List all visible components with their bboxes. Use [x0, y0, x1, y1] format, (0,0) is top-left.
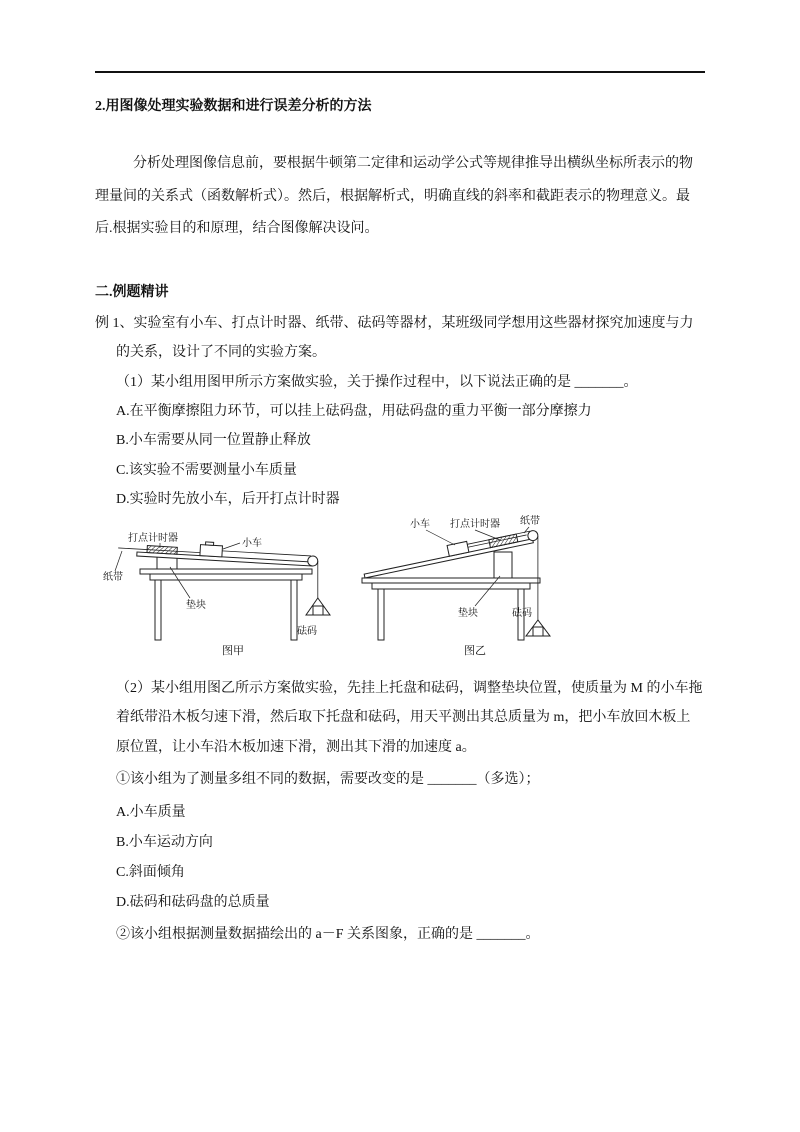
figure-jia [115, 537, 330, 640]
part2-stem-line-3: 原位置，让小车沿木板加速下滑，测出其下滑的加速度 a。 [116, 740, 476, 755]
label-tape: 纸带 [520, 516, 540, 527]
part2-stem-line-1: （2）某小组用图乙所示方案做实验，先挂上托盘和砝码，调整垫块位置，使质量为 M 的小车拖 [116, 681, 703, 696]
sub1-option-a: A.小车质量 [116, 805, 186, 820]
string [222, 551, 311, 556]
label-leader-line [426, 530, 455, 545]
example1-stem-line-1: 例 1、实验室有小车、打点计时器、纸带、砝码等器材，某班级同学想用这些器材探究加速度与力 [95, 316, 694, 331]
cart [200, 545, 223, 557]
label-cart: 小车 [242, 538, 262, 549]
part2-stem-line-2: 着纸带沿木板匀速下滑，然后取下托盘和砝码，用天平测出其总质量为 m，把小车放回木板上 [116, 710, 691, 725]
part1-option-d: D.实验时先放小车，后开打点计时器 [116, 492, 340, 507]
part1-question: （1）某小组用图甲所示方案做实验，关于操作过程中，以下说法正确的是 _______。 [116, 375, 638, 390]
intro-line-3: 后.根据实验目的和原理，结合图像解决设问。 [95, 221, 379, 236]
experiment-figures [100, 515, 560, 665]
sub2-question: ②该小组根据测量数据描绘出的 a－F 关系图象，正确的是 _______。 [116, 927, 540, 942]
figure-yi [362, 527, 550, 640]
section2-title: 二.例题精讲 [95, 285, 169, 300]
table-apron [372, 583, 530, 589]
part1-option-a: A.在平衡摩擦阻力环节，可以挂上砝码盘，用砝码盘的重力平衡一部分摩擦力 [116, 404, 592, 419]
table-leg-left [155, 580, 161, 640]
ticker-timer [147, 546, 177, 555]
label-leader-line [115, 551, 122, 571]
incline-block [494, 552, 512, 578]
example1-stem-line-2: 的关系，设计了不同的实验方案。 [116, 345, 326, 360]
incline-block [157, 557, 177, 569]
cart-handle [206, 542, 214, 545]
figure-caption-jia: 图甲 [222, 645, 244, 657]
label-leader-line [475, 530, 500, 540]
label-tape: 纸带 [103, 572, 123, 583]
sub1-option-d: D.砝码和砝码盘的总质量 [116, 895, 270, 910]
label-block: 垫块 [458, 608, 478, 619]
label-weight: 砝码 [297, 626, 317, 637]
label-timer: 打点计时器 [450, 519, 500, 530]
table-apron [150, 574, 302, 580]
sub1-option-c: C.斜面倾角 [116, 865, 185, 880]
pulley [307, 556, 318, 567]
label-cart: 小车 [410, 519, 430, 530]
weight-mass [533, 627, 543, 636]
table-leg-left [378, 589, 384, 640]
figure-caption-yi: 图乙 [464, 645, 486, 657]
label-block: 垫块 [186, 600, 206, 611]
label-timer: 打点计时器 [128, 533, 178, 544]
intro-line-2: 理量间的关系式（函数解析式）。然后，根据解析式，明确直线的斜率和截距表示的物理意义。最 [95, 189, 690, 204]
incline-assembly [362, 527, 539, 578]
label-weight: 砝码 [512, 608, 532, 619]
part1-option-c: C.该实验不需要测量小车质量 [116, 463, 297, 478]
part1-option-b: B.小车需要从同一位置静止释放 [116, 433, 311, 448]
section-title: 2.用图像处理实验数据和进行误差分析的方法 [95, 99, 372, 114]
header-rule [95, 71, 705, 73]
label-leader-line [223, 543, 240, 549]
sub1-question: ①该小组为了测量多组不同的数据，需要改变的是 _______（多选）； [116, 772, 540, 787]
sub1-option-b: B.小车运动方向 [116, 835, 213, 850]
table-top [140, 569, 312, 574]
intro-line-1: 分析处理图像信息前，要根据牛顿第二定律和运动学公式等规律推导出横纵坐标所表示的物 [133, 156, 693, 171]
weight-mass [313, 606, 323, 615]
table-top [362, 578, 540, 583]
